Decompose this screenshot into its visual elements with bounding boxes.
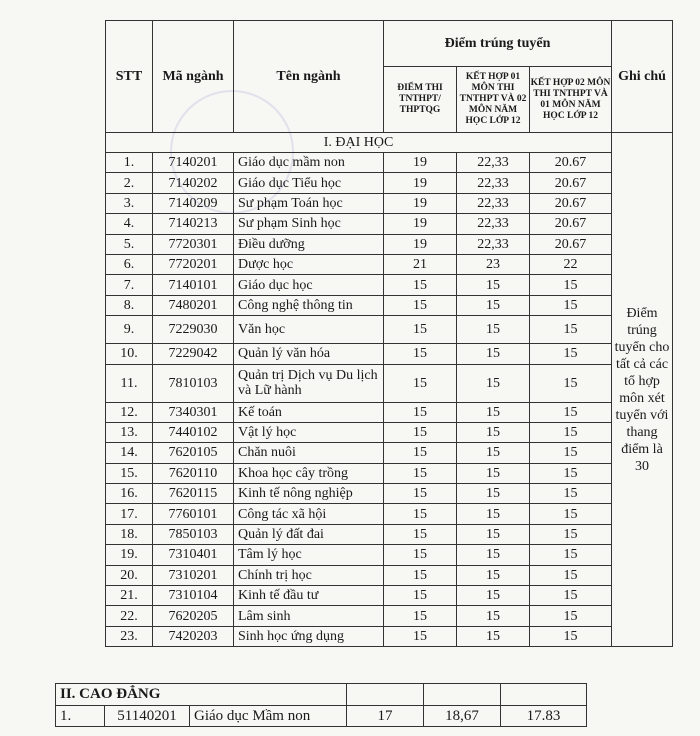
- row-stt: 2.: [106, 173, 153, 193]
- table-row: [106, 153, 673, 173]
- row-exam-score: 15: [384, 626, 457, 646]
- row-combo2-score: 15: [530, 364, 612, 402]
- row-combo2-score: 20.67: [530, 193, 612, 213]
- row-combo1-score: 15: [457, 524, 530, 544]
- table-row: [106, 565, 673, 585]
- row-exam-score: 15: [384, 344, 457, 364]
- table-row: [106, 254, 673, 274]
- row-stt: 13.: [106, 422, 153, 442]
- row-major-name: Sinh học ứng dụng: [234, 626, 384, 646]
- row-combo2-score: 17.83: [501, 706, 587, 727]
- row-major-name: Quản lý văn hóa: [234, 344, 384, 364]
- row-major-name: Tâm lý học: [234, 545, 384, 565]
- table-row: [106, 586, 673, 606]
- empty-cell: [347, 684, 424, 706]
- row-code: 7480201: [153, 295, 234, 315]
- row-stt: 6.: [106, 254, 153, 274]
- row-stt: 4.: [106, 214, 153, 234]
- row-combo1-score: 15: [457, 422, 530, 442]
- row-code: 7140209: [153, 193, 234, 213]
- row-exam-score: 15: [384, 484, 457, 504]
- row-stt: 22.: [106, 606, 153, 626]
- table-row: [106, 275, 673, 295]
- row-stt: 17.: [106, 504, 153, 524]
- row-major-name: Giáo dục mầm non: [234, 153, 384, 173]
- row-combo2-score: 15: [530, 275, 612, 295]
- row-code: 7310201: [153, 565, 234, 585]
- row-combo2-score: 20.67: [530, 234, 612, 254]
- row-code: 7760101: [153, 504, 234, 524]
- row-combo2-score: 15: [530, 484, 612, 504]
- row-combo1-score: 15: [457, 463, 530, 483]
- row-exam-score: 15: [384, 606, 457, 626]
- row-stt: 14.: [106, 443, 153, 463]
- row-stt: 8.: [106, 295, 153, 315]
- row-major-name: Vật lý học: [234, 422, 384, 442]
- table-row: [106, 626, 673, 646]
- row-combo2-score: 15: [530, 586, 612, 606]
- row-major-name: Quản trị Dịch vụ Du lịch và Lữ hành: [234, 364, 384, 402]
- row-combo1-score: 15: [457, 316, 530, 344]
- empty-cell: [587, 706, 676, 727]
- row-combo1-score: 22,33: [457, 234, 530, 254]
- row-combo1-score: 15: [457, 504, 530, 524]
- row-combo2-score: 15: [530, 422, 612, 442]
- row-combo2-score: 20.67: [530, 153, 612, 173]
- row-major-name: Quản lý đất đai: [234, 524, 384, 544]
- table-row: [106, 545, 673, 565]
- row-combo2-score: 15: [530, 443, 612, 463]
- row-combo1-score: 22,33: [457, 153, 530, 173]
- row-exam-score: 17: [347, 706, 424, 727]
- row-combo2-score: 15: [530, 606, 612, 626]
- table-row: [106, 504, 673, 524]
- row-code: 7140201: [153, 153, 234, 173]
- header-major: Tên ngành: [234, 21, 384, 133]
- row-combo1-score: 15: [457, 344, 530, 364]
- row-combo2-score: 15: [530, 626, 612, 646]
- row-combo1-score: 15: [457, 364, 530, 402]
- row-major-name: Chính trị học: [234, 565, 384, 585]
- row-exam-score: 19: [384, 234, 457, 254]
- header-note: Ghi chú: [612, 21, 673, 133]
- row-combo1-score: 15: [457, 626, 530, 646]
- row-major-name: Sư phạm Toán học: [234, 193, 384, 213]
- row-combo1-score: 15: [457, 275, 530, 295]
- row-stt: 15.: [106, 463, 153, 483]
- row-exam-score: 15: [384, 463, 457, 483]
- admission-scores-table: [105, 20, 673, 647]
- row-major-name: Kế toán: [234, 402, 384, 422]
- row-exam-score: 15: [384, 364, 457, 402]
- row-stt: 11.: [106, 364, 153, 402]
- row-major-name: Văn học: [234, 316, 384, 344]
- row-combo1-score: 22,33: [457, 214, 530, 234]
- row-combo2-score: 20.67: [530, 173, 612, 193]
- row-exam-score: 15: [384, 545, 457, 565]
- row-stt: 10.: [106, 344, 153, 364]
- row-code: 7310104: [153, 586, 234, 606]
- row-stt: 21.: [106, 586, 153, 606]
- row-combo1-score: 22,33: [457, 173, 530, 193]
- row-code: 7229042: [153, 344, 234, 364]
- row-exam-score: 15: [384, 586, 457, 606]
- table-row: [106, 173, 673, 193]
- row-combo1-score: 22,33: [457, 193, 530, 213]
- row-code: 7620205: [153, 606, 234, 626]
- empty-cell: [424, 684, 501, 706]
- row-combo1-score: 15: [457, 443, 530, 463]
- row-exam-score: 19: [384, 214, 457, 234]
- header-exam-score: ĐIỂM THI TNTHPT/ THPTQG: [384, 67, 457, 133]
- row-code: 7620105: [153, 443, 234, 463]
- row-combo2-score: 20.67: [530, 214, 612, 234]
- row-combo2-score: 15: [530, 524, 612, 544]
- header-combo1: KẾT HỢP 01 MÔN THI TNTHPT VÀ 02 MÔN NĂM HỌC LỚP 12: [457, 67, 530, 133]
- row-combo2-score: 15: [530, 295, 612, 315]
- row-code: 7620115: [153, 484, 234, 504]
- row-major-name: Công tác xã hội: [234, 504, 384, 524]
- row-exam-score: 15: [384, 295, 457, 315]
- row-stt: 20.: [106, 565, 153, 585]
- row-code: 7420203: [153, 626, 234, 646]
- row-combo1-score: 23: [457, 254, 530, 274]
- row-code: 7720301: [153, 234, 234, 254]
- row-combo2-score: 15: [530, 545, 612, 565]
- row-exam-score: 15: [384, 275, 457, 295]
- row-stt: 1.: [56, 706, 105, 727]
- row-exam-score: 19: [384, 173, 457, 193]
- empty-cell: [501, 684, 587, 706]
- row-major-name: Giáo dục Mầm non: [190, 706, 347, 727]
- header-combo2: KẾT HỢP 02 MÔN THI TNTHPT VÀ 01 MÔN NĂM HỌC LỚP 12: [530, 67, 612, 133]
- table-row: [106, 344, 673, 364]
- row-exam-score: 19: [384, 153, 457, 173]
- table-row: [106, 316, 673, 344]
- row-stt: 5.: [106, 234, 153, 254]
- row-stt: 16.: [106, 484, 153, 504]
- row-code: 7620110: [153, 463, 234, 483]
- table-row: [106, 524, 673, 544]
- row-combo2-score: 15: [530, 504, 612, 524]
- row-combo1-score: 15: [457, 565, 530, 585]
- row-code: 7440102: [153, 422, 234, 442]
- row-stt: 7.: [106, 275, 153, 295]
- section-note: Điểm trúng tuyển cho tất cả các tổ hợp môn xét tuyển với thang điểm là 30: [612, 133, 673, 647]
- header-score-group: Điểm trúng tuyển: [384, 21, 612, 67]
- row-exam-score: 15: [384, 422, 457, 442]
- row-exam-score: 15: [384, 402, 457, 422]
- row-combo1-score: 15: [457, 545, 530, 565]
- table-row: [106, 295, 673, 315]
- row-major-name: Chăn nuôi: [234, 443, 384, 463]
- row-code: 7850103: [153, 524, 234, 544]
- row-combo1-score: 15: [457, 402, 530, 422]
- row-code: 7340301: [153, 402, 234, 422]
- row-code: 7140202: [153, 173, 234, 193]
- section-college-title: II. CAO ĐẲNG: [56, 684, 347, 706]
- row-stt: 19.: [106, 545, 153, 565]
- row-combo1-score: 15: [457, 295, 530, 315]
- row-combo1-score: 15: [457, 586, 530, 606]
- table-row: [106, 214, 673, 234]
- row-stt: 23.: [106, 626, 153, 646]
- row-combo1-score: 15: [457, 484, 530, 504]
- table-row: [106, 606, 673, 626]
- row-stt: 12.: [106, 402, 153, 422]
- row-combo2-score: 15: [530, 463, 612, 483]
- row-stt: 1.: [106, 153, 153, 173]
- table-row: [106, 484, 673, 504]
- row-combo1-score: 18,67: [424, 706, 501, 727]
- row-exam-score: 15: [384, 565, 457, 585]
- row-code: 51140201: [105, 706, 190, 727]
- row-code: 7810103: [153, 364, 234, 402]
- table-row: [106, 443, 673, 463]
- row-combo2-score: 15: [530, 344, 612, 364]
- table-row: [56, 706, 676, 727]
- row-exam-score: 15: [384, 443, 457, 463]
- row-major-name: Kinh tế đầu tư: [234, 586, 384, 606]
- row-code: 7310401: [153, 545, 234, 565]
- row-major-name: Giáo dục Tiểu học: [234, 173, 384, 193]
- header-code: Mã ngành: [153, 21, 234, 133]
- row-major-name: Công nghệ thông tin: [234, 295, 384, 315]
- row-stt: 18.: [106, 524, 153, 544]
- row-exam-score: 21: [384, 254, 457, 274]
- row-stt: 3.: [106, 193, 153, 213]
- row-major-name: Khoa học cây trồng: [234, 463, 384, 483]
- table-row: [106, 402, 673, 422]
- college-table: [55, 683, 676, 727]
- row-combo2-score: 22: [530, 254, 612, 274]
- row-exam-score: 15: [384, 504, 457, 524]
- table-row: [106, 463, 673, 483]
- row-exam-score: 15: [384, 316, 457, 344]
- row-major-name: Sư phạm Sinh học: [234, 214, 384, 234]
- row-combo1-score: 15: [457, 606, 530, 626]
- header-stt: STT: [106, 21, 153, 133]
- row-combo2-score: 15: [530, 316, 612, 344]
- row-stt: 9.: [106, 316, 153, 344]
- row-combo2-score: 15: [530, 402, 612, 422]
- row-code: 7229030: [153, 316, 234, 344]
- row-code: 7140213: [153, 214, 234, 234]
- row-code: 7720201: [153, 254, 234, 274]
- row-combo2-score: 15: [530, 565, 612, 585]
- row-major-name: Lâm sinh: [234, 606, 384, 626]
- table-row: [106, 364, 673, 402]
- row-exam-score: 15: [384, 524, 457, 544]
- table-row: [106, 193, 673, 213]
- section-university-title: I. ĐẠI HỌC: [106, 133, 612, 153]
- row-major-name: Kinh tế nông nghiệp: [234, 484, 384, 504]
- row-code: 7140101: [153, 275, 234, 295]
- table-row: [106, 422, 673, 442]
- empty-cell: [587, 684, 676, 706]
- table-row: [106, 234, 673, 254]
- row-major-name: Dược học: [234, 254, 384, 274]
- row-major-name: Điều dưỡng: [234, 234, 384, 254]
- row-major-name: Giáo dục học: [234, 275, 384, 295]
- row-exam-score: 19: [384, 193, 457, 213]
